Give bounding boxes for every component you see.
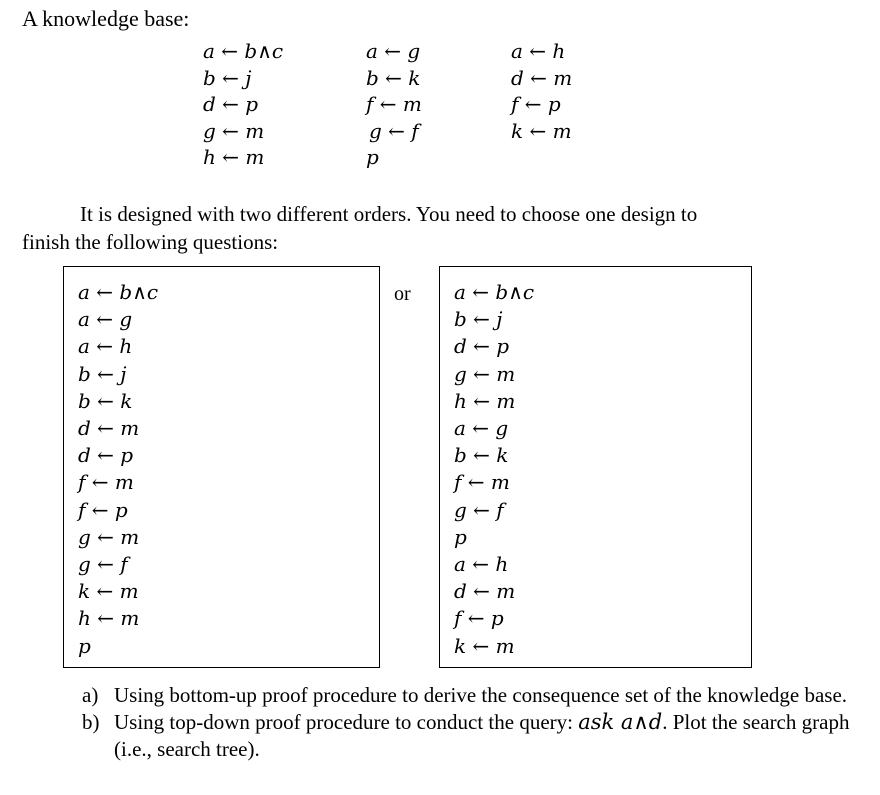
kb-rule: b ← j	[203, 65, 252, 90]
kb-rule: f ← m	[366, 92, 422, 116]
design-rule: h ← m	[454, 388, 516, 413]
design-left-box	[63, 266, 380, 668]
kb-rule: f ← p	[511, 92, 561, 116]
kb-column-2	[366, 38, 422, 171]
kb-rule: p	[366, 145, 379, 169]
intro-line-1: It is designed with two different orders. You need to choose one design to	[80, 202, 698, 226]
question-text-before: Using top-down proof procedure to conduct the query:	[114, 710, 579, 734]
kb-column-3	[511, 38, 572, 144]
design-rule: d ← m	[78, 416, 140, 441]
design-rule: g ← f	[78, 552, 128, 577]
question-a	[82, 682, 862, 709]
or-label: or	[394, 283, 411, 305]
design-rule: g ← f	[454, 497, 504, 522]
design-rule: f ← m	[454, 470, 510, 495]
kb-rule: a ← g	[366, 39, 421, 63]
design-rule: k ← m	[78, 579, 139, 604]
design-rule: a ← h	[78, 334, 133, 359]
design-rule: a ← h	[454, 552, 509, 577]
design-rule: a ← b∧c	[454, 280, 535, 304]
kb-rule: d ← m	[511, 65, 573, 90]
kb-rule: k ← m	[511, 118, 572, 143]
question-text-after: . Plot the search graph (i.e., search tree).	[114, 710, 850, 761]
design-rule: b ← k	[78, 388, 133, 413]
design-rule: f ← p	[78, 497, 128, 522]
design-rule: h ← m	[78, 606, 140, 631]
intro-text	[22, 200, 822, 256]
intro-line-2: finish the following questions:	[22, 230, 279, 254]
design-rule: a ← g	[78, 307, 133, 332]
design-rule: g ← m	[78, 524, 140, 549]
design-rule: p	[78, 633, 91, 658]
kb-rule: b ← k	[366, 65, 421, 90]
kb-rule: g ← m	[203, 118, 265, 143]
design-rule: f ← p	[454, 606, 504, 631]
question-label: b)	[82, 710, 100, 734]
kb-rule: a ← b∧c	[203, 39, 284, 63]
design-rule: d ← p	[78, 443, 134, 468]
design-right-box	[439, 266, 752, 668]
design-rule: d ← p	[454, 334, 510, 359]
kb-column-1	[203, 38, 283, 171]
design-rule: b ← j	[78, 361, 127, 386]
kb-rule: d ← p	[203, 92, 259, 116]
design-rule: b ← j	[454, 307, 503, 332]
kb-rule: g ← f	[369, 118, 419, 143]
design-rule: f ← m	[78, 470, 134, 495]
design-rule: d ← m	[454, 579, 516, 604]
design-rule: b ← k	[454, 443, 509, 468]
questions-list	[82, 682, 862, 763]
kb-rule: a ← h	[511, 39, 566, 63]
kb-rule: h ← m	[203, 145, 265, 169]
question-b	[82, 709, 862, 763]
design-rule: a ← g	[454, 416, 509, 441]
design-rule: a ← b∧c	[78, 280, 159, 304]
design-rule: g ← m	[454, 361, 516, 386]
heading: A knowledge base:	[22, 6, 190, 31]
query-expression: ask a∧d	[578, 710, 663, 734]
question-text: Using bottom-up proof procedure to derive the consequence set of the knowledge base.	[114, 683, 848, 707]
question-label: a)	[82, 683, 99, 707]
design-rule: k ← m	[454, 633, 515, 658]
design-rule: p	[454, 524, 467, 549]
